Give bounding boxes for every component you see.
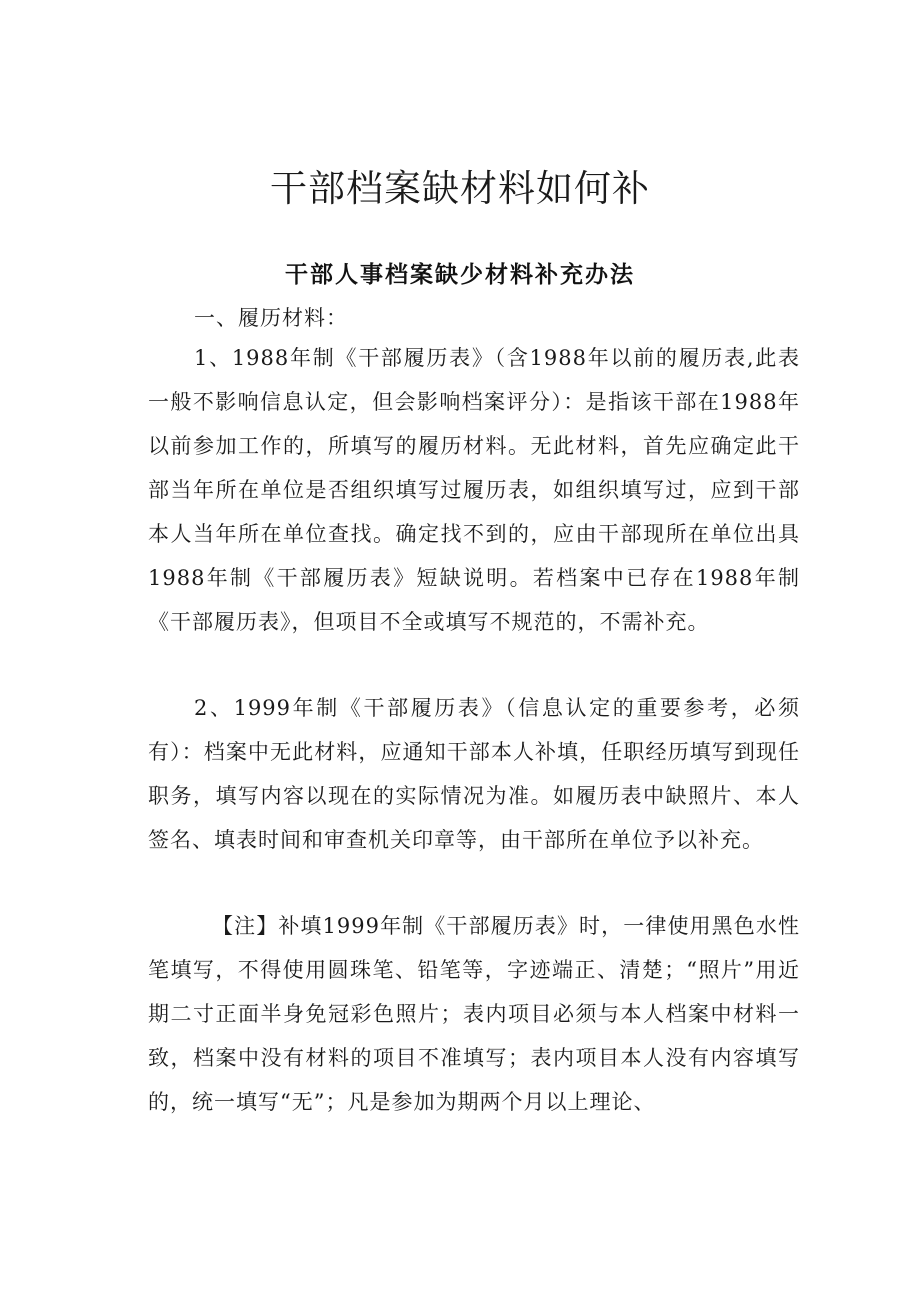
paragraph-note: 【注】补填1999年制《干部履历表》时，一律使用黑色水性笔填写，不得使用圆珠笔、铅笔等，字迹端正、清楚；“照片”用近期二寸正面半身免冠彩色照片；表内项目必须与本人档案中材料一致，档案中没有材料的项目不准填写；表内项目本人没有内容填写的，统一填写“无”；凡是参加为期两个月以上理论、	[148, 914, 800, 1114]
document-subtitle: 干部人事档案缺少材料补充办法	[285, 262, 635, 288]
paragraph-1999-resume: 2、1999年制《干部履历表》（信息认定的重要参考，必须有）：档案中无此材料，应通知干部本人补填，任职经历填写到现任职务，填写内容以现在的实际情况为准。如履历表中缺照片、本人签名、填表时间和审查机关印章等，由干部所在单位予以补充。	[148, 696, 800, 852]
section-heading: 一、履历材料：	[194, 306, 348, 330]
paragraph-1988-resume: 1、1988年制《干部履历表》（含1988年以前的履历表,此表一般不影响信息认定，但会影响档案评分）：是指该干部在1988年以前参加工作的，所填写的履历材料。无此材料，首先应确定此干部当年所在单位是否组织填写过履历表，如组织填写过，应到干部本人当年所在单位查找。确定找不到的，应由干部现所在单位出具1988年制《干部履历表》短缺说明。若档案中已存在1988年制《干部履历表》，但项目不全或填写不规范的，不需补充。	[148, 346, 800, 634]
document-title: 干部档案缺材料如何补	[270, 167, 650, 210]
